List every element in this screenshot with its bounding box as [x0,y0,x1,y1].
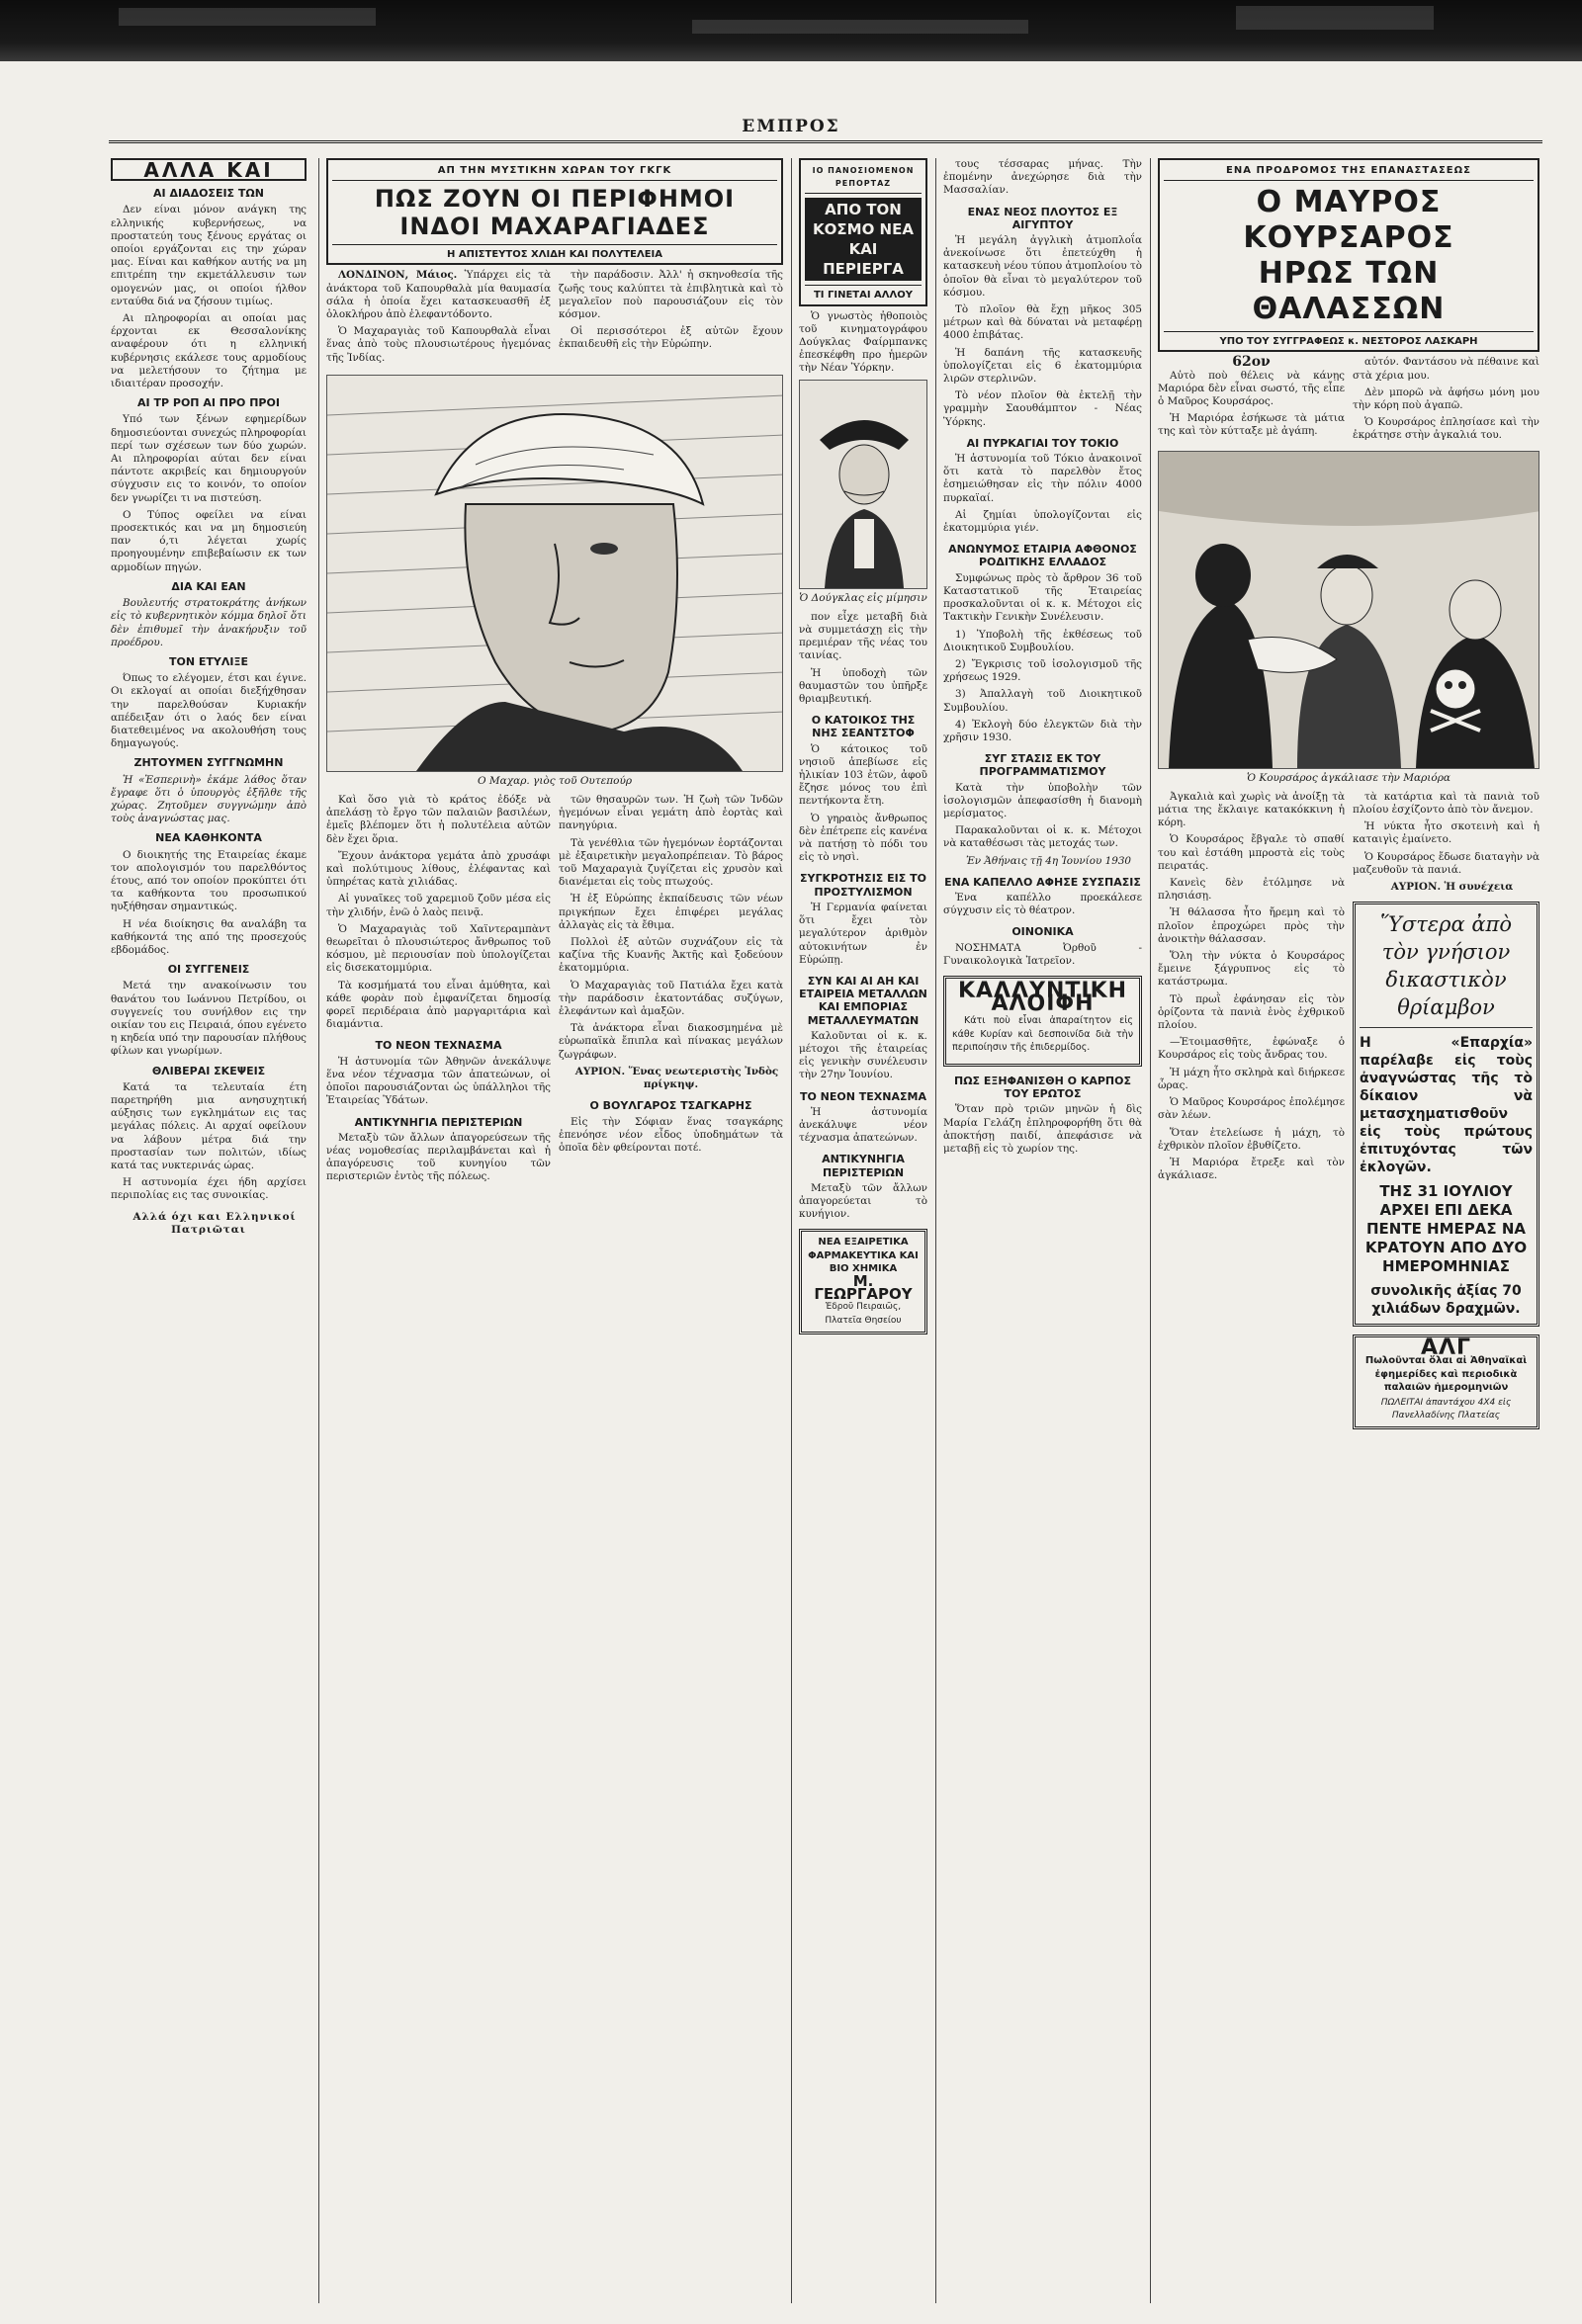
col4-signature: Ἐν Ἀθήναις τῇ 4η Ἰουνίου 1930 [965,854,1132,867]
col4-headline-f: ΠΩΣ ΕΞΗΦΑΝΙΣΘΗ Ο ΚΑΡΠΟΣ ΤΟΥ ΕΡΩΤΟΣ [954,1074,1131,1101]
col3-headline-b: ΣΥΓΚΡΟΤΗΣΙΣ ΕΙΣ ΤΟ ΠΡΟΣΤΥΛΙΣΜΟΝ [800,872,926,899]
column-1: ΑΛΛΑ ΚΑΙ ΑΙ ΔΙΑΔΟΣΕΙΣ ΤΩΝ Δεν είναι μόνον ανάγκη της ελληνικής κυβερνήσεως, να προστατεύη τους ξένους εργάτας οι οποίοι εργάζονται εις την χώραν μας. Είναι και καθήκον αυτής να μη επιτρέπη την εκμετάλλευσιν των ομογενών μας, οι οποίοι ήλθον ενταύθα διά να ζήσουν τιμίως. Αι πληροφορίαι αι οποίαι μας έρχονται εκ Θεσσαλονίκης αναφέρουν ότι η ελληνική κυβέρνησις εκάλεσε τους αρμοδίους να μελετήσουν το ζήτημα με ιδιαιτέραν προσοχήν. ΑΙ ΤΡ ΡΟΠ ΑΙ ΠΡΟ ΠΡΟΙ Υπό των ξένων εφημερίδων δημοσιεύονται συνεχώς πληροφορίαι περί των σχέσεων των δύο χωρών. Αι πληροφορίαι αύται δεν είναι πάντοτε ακριβείς και δημιουργούν σύγχυσιν εις το κοινόν, το οποίον δεν γνωρίζει τι να πιστεύση. Ο Τύπος οφείλει να είναι προσεκτικός και να μη δημοσιεύη παν ό,τι λέγεται χωρίς προηγουμένην επιβεβαίωσιν εκ των αρμοδίων πηγών. ΔΙΑ ΚΑΙ ΕΑΝ Βουλευτής στρατοκράτης ἀνήκων εἰς τὸ κυβερνητικὸν κόμμα δηλοῖ ὅτι δὲν ἐπιθυμεῖ τὴν ἀνακήρυξιν τοῦ προέδρου. ΤΟΝ ΕΤΥΛΙΞΕ Όπως το ελέγομεν, έτσι και έγινε. Οι εκλογαί αι οποίαι διεξήχθησαν την παρελθούσαν Κυριακήν απέδειξαν ότι ο λαός δεν είναι διατεθειμένος να ακολουθήση τους δημαγωγούς. ΖΗΤΟΥΜΕΝ ΣΥΓΓΝΩΜΗΝ Ἡ «Ἑσπερινὴ» ἐκάμε λάθος ὅταν ἔγραφε ὅτι ὁ ὑπουργὸς ἐξῆλθε τῆς χώρας. Ζητοῦμεν συγγνώμην ἀπὸ τοὺς ἀναγνώστας μας. ΝΕΑ ΚΑΘΗΚΟΝΤΑ Ο διοικητής της Εταιρείας έκαμε τον απολογισμόν του παρελθόντος έτους, από τον οποίον προκύπτει ότι τα καθήκοντα του προσωπικού ηυξήθησαν σημαντικώς. Η νέα διοίκησις θα αναλάβη τα καθήκοντά της από της προσεχούς εβδομάδος. ΟΙ ΣΥΓΓΕΝΕΙΣ Μετά την ανακοίνωσιν του θανάτου του Ιωάννου Πετρίδου, οι συγγενείς του συνήλθον εις την οικίαν του εις Πειραιά, όπου εγένετο η κηδεία υπό την παρουσίαν πλήθους φίλων και γνωρίμων. ΘΛΙΒΕΡΑΙ ΣΚΕΨΕΙΣ Κατά τα τελευταία έτη παρετηρήθη μια ανησυχητική αύξησις των εγκλημάτων εις τας μεγάλας πόλεις. Αι αρχαί οφείλουν να λάβουν μέτρα διά την προστασίαν των πολιτών, ιδίως κατά τας νυκτερινάς ώρας. Η αστυνομία έχει ήδη αρχίσει περιπολίας εις τας συνοικίας. Αλλά όχι και Ελληνικοί Πατριῶται [111,158,307,1236]
col5-promo-date: ΤΗΣ 31 ΙΟΥΛΙΟΥ ΑΡΧΕΙ ΕΠΙ ΔΕΚΑ ΠΕΝΤΕ ΗΜΕΡΑΣ ΝΑ ΚΡΑΤΟΥΝ ΑΠΟ ΔΥΟ ΗΜΕΡΟΜΗΝΙΑΣ [1364,1182,1528,1276]
col2-headline-b: ΑΝΤΙΚΥΝΗΓΙΑ ΠΕΡΙΣΤΕΡΙΩΝ [354,1115,523,1129]
col5-promo-end: συνολικῆς ἀξίας 70 χιλιάδων δραχμῶν. [1370,1283,1522,1318]
portrait-illustration [326,375,783,772]
col3-ad-title: ΝΕΑ ΕΞΑΙΡΕΤΙΚΑ ΦΑΡΜΑΚΕΥΤΙΚΑ ΚΑΙ ΒΙΟ ΧΗΜΙΚΑ [808,1237,919,1274]
col5-title-2: ΗΡΩΣ ΤΩΝ ΘΑΛΑΣΣΩΝ [1252,256,1446,327]
col2-title: ΠΩΣ ΖΟΥΝ ΟΙ ΠΕΡΙΦΗΜΟΙ ΙΝΔΟΙ ΜΑΧΑΡΑΓΙΑΔΕΣ [374,185,736,241]
col3-pharmacy-ad [799,1229,927,1334]
col1-headline-7: ΘΛΙΒΕΡΑΙ ΣΚΕΨΕΙΣ [151,1064,266,1077]
col5-promo-box [1353,902,1539,1327]
col2-caption: Ο Μαχαρ. γιὸς τοῦ Ουτεπούρ [477,774,633,787]
col1-headline-2: ΔΙΑ ΚΑΙ ΕΑΝ [171,579,246,593]
col1-headline-5: ΝΕΑ ΚΑΘΗΚΟΝΤΑ [155,831,262,845]
col4-headline-d: ΕΝΑ ΚΑΠΕΛΛΟ ΑΦΗΣΕ ΣΥΣΠΑΣΙΣ [944,875,1141,889]
column-3: ΙΟ ΠΑΝΟΣΙΟΜΕΝΟΝ ΡΕΠΟΡΤΑΖ ΑΠΟ ΤΟΝ ΚΟΣΜΟ ΝΕΑ ΚΑΙ ΠΕΡΙΕΡΓΑ ΤΙ ΓΙΝΕΤΑΙ ΑΛΛΟΥ Ὁ γνωστὸς ἠθοποιὸς τοῦ κινηματογράφου Δούγκλας Φαίρμπανκς ἐπεσκέφθη προ ἡμερῶν τὴν Νέαν Ὑόρκην. Ὁ Δούγκλας εἰς μίμησιν πον εἶχε μεταβῆ διὰ νὰ συμμετάσχῃ εἰς τὴν πρεμιέραν τῆς νέας του ταινίας. Ἡ ὑποδοχὴ τῶν θαυμαστῶν του ὑπῆρξε θριαμβευτική. Ο ΚΑΤΟΙΚΟΣ ΤΗΣ ΝΗΣ ΣΕΑΝΤΣΤΟΦ Ὁ κάτοικος τοῦ νησιοῦ ἀπεβίωσε εἰς ἡλικίαν 103 ἐτῶν, ἀφοῦ ἔζησε μόνος του ἐπὶ πεντήκοντα ἔτη. Ὁ γηραιὸς ἄνθρωπος δὲν ἐπέτρεπε εἰς κανένα νὰ πατήσῃ τὸ πόδι του εἰς τὸ νησὶ. ΣΥΓΚΡΟΤΗΣΙΣ ΕΙΣ ΤΟ ΠΡΟΣΤΥΛΙΣΜΟΝ Ἡ Γερμανία φαίνεται ὅτι ἔχει τὸν μεγαλύτερον ἀριθμὸν αὐτοκινήτων ἐν Εὐρώπῃ. ΣΥΝ ΚΑΙ ΑΙ ΑΗ ΚΑΙ ΕΤΑΙΡΕΙΑ ΜΕΤΑΛΛΩΝ ΚΑΙ ΕΜΠΟΡΙΑΣ ΜΕΤΑΛΛΕΥΜΑΤΩΝ Καλοῦνται οἱ κ. κ. μέτοχοι τῆς ἑταιρείας εἰς γενικὴν συνέλευσιν τὴν 27ην Ἰουνίου. ΤΟ ΝΕΟΝ ΤΕΧΝΑΣΜΑ Ἡ ἀστυνομία ἀνεκάλυψε νέον τέχνασμα ἀπατεώνων. ΑΝΤΙΚΥΝΗΓΙΑ ΠΕΡΙΣΤΕΡΙΩΝ Μεταξὺ τῶν ἄλλων ἀπαγορεύεται τὸ κυνήγιον. ΝΕΑ ΕΞΑΙΡΕΤΙΚΑ ΦΑΡΜΑΚΕΥΤΙΚΑ ΚΑΙ ΒΙΟ ΧΗΜΙΚΑ Μ. ΓΕΩΡΓΑΡΟΥ Ἐδροῦ Πειραιῶς, Πλατεῖα Θησείου [799,158,927,2303]
col5-continued: ΑΥΡΙΟΝ. Ἡ συνέχεια [1390,881,1514,894]
col1-subtitle: ΑΙ ΔΙΑΔΟΣΕΙΣ ΤΩΝ [153,187,264,201]
col4-ad-title: ΚΑΛΛΥΝΤΙΚΗ ΑΛΟΙΦΗ [957,978,1128,1017]
col5-subtitle: ΥΠΟ ΤΟΥ ΣΥΓΓΡΑΦΕΩΣ κ. ΝΕΣΤΟΡΟΣ ΛΑΣΚΑΡΗ [1164,331,1534,348]
col1-footer: Αλλά όχι και Ελληνικοί Πατριῶται [132,1210,297,1236]
newspaper-name: ΕΜΠΡΟΣ [742,117,840,136]
col1-headline-3: ΤΟΝ ΕΤΥΛΙΞΕ [169,654,248,668]
col4-headline-e: ΟΙΝΟΝΙΚΑ [1011,925,1074,939]
col2-subtitle: Η ΑΠΙΣΤΕΥΤΟΣ ΧΛΙΔΗ ΚΑΙ ΠΟΛΥΤΕΛΕΙΑ [332,244,777,261]
col1-title: ΑΛΛΑ ΚΑΙ [111,158,307,181]
col4-headline-b: ΑΝΩΝΥΜΟΣ ΕΤΑΙΡΙΑ ΑΦΘΟΝΟΣ ΡΟΔΙΤΙΚΗΣ ΕΛΛΑΔΟΣ [948,543,1137,569]
col1-headline-1: ΑΙ ΤΡ ΡΟΠ ΑΙ ΠΡΟ ΠΡΟΙ [137,396,280,410]
col5-promo-body: Η «Επαρχία» παρέλαβε εἰς τοὺς ἀναγνώστας τῆς τὸ δίκαιον νὰ μετασχηματισθοῦν εἰς τοὺς πρώτους ἐπιτυχόντας τῶν ἐκλογῶν. [1360,1035,1533,1176]
col3-kicker: ΙΟ ΠΑΝΟΣΙΟΜΕΝΟΝ ΡΕΠΟΡΤΑΖ [805,164,922,194]
col5-newspaper-ad [1353,1334,1539,1429]
col1-headline-4: ΖΗΤΟΥΜΕΝ ΣΥΓΓΝΩΜΗΝ [133,756,284,770]
col2-kicker: ΑΠ ΤΗΝ ΜΥΣΤΙΚΗΝ ΧΩΡΑΝ ΤΟΥ ΓΚΓΚ [332,164,777,181]
col4-headline-c: ΣΥΓ ΣΤΑΣΙΣ ΕΚ ΤΟΥ ΠΡΟΓΡΑΜΜΑΤΙΣΜΟΥ [979,752,1106,779]
scan-black-border [0,0,1582,61]
masthead [0,117,1582,146]
col5-promo-heading: Ὕστερα ἀπὸ τὸν γνήσιον δικαστικὸν θρίαμβον [1380,912,1512,1020]
col3-caption: Ὁ Δούγκλας εἰς μίμησιν [799,591,927,604]
col2-continued: ΑΥΡΙΟΝ. Ἕνας νεωτεριστὴς Ἰνδὸς πρίγκηψ. [574,1065,779,1091]
col3-title: ΑΠΟ ΤΟΝ ΚΟΣΜΟ ΝΕΑ ΚΑΙ ΠΕΡΙΕΡΓΑ [805,198,922,281]
column-4: τους τέσσαρας μήνας. Τὴν ἐπομένην ἀνεχώρησε διὰ τὴν Μασσαλίαν. ΕΝΑΣ ΝΕΟΣ ΠΛΟΥΤΟΣ ΕΞ ΑΙΓΥΠΤΟΥ Ἡ μεγάλη ἀγγλικὴ ἀτμοπλοΐα ἀνεκοίνωσε ὅτι ἐπετεύχθη ἡ κατασκευὴ νέου τύπου ἀτμοπλοίου τὸ ὁποῖον θὰ εἶναι τὸ μεγαλύτερον τοῦ κόσμου. Τὸ πλοῖον θὰ ἔχῃ μῆκος 305 μέτρων καὶ θὰ δύναται νὰ μεταφέρῃ 4000 ἐπιβάτας. Ἡ δαπάνη τῆς κατασκευῆς ὑπολογίζεται εἰς 6 ἑκατομμύρια λιρῶν στερλινῶν. Τὸ νέον πλοῖον θὰ ἐκτελῇ τὴν γραμμὴν Σαουθάμπτον - Νέας Ὑόρκης. ΑΙ ΠΥΡΚΑΓΙΑΙ ΤΟΥ ΤΟΚΙΟ Ἡ ἀστυνομία τοῦ Τόκιο ἀνακοινοῖ ὅτι κατὰ τὸ παρελθὸν ἔτος ἐσημειώθησαν εἰς τὴν πόλιν 4000 πυρκαϊαί. Αἱ ζημίαι ὑπολογίζονται εἰς ἑκατομμύρια γιέν. ΑΝΩΝΥΜΟΣ ΕΤΑΙΡΙΑ ΑΦΘΟΝΟΣ ΡΟΔΙΤΙΚΗΣ ΕΛΛΑΔΟΣ Συμφώνως πρὸς τὸ ἄρθρον 36 τοῦ Καταστατικοῦ τῆς Ἑταιρείας προσκαλοῦνται οἱ κ. κ. Μέτοχοι εἰς Τακτικὴν Γενικὴν Συνέλευσιν. 1) Ὑποβολὴ τῆς ἐκθέσεως τοῦ Διοικητικοῦ Συμβουλίου. 2) Ἔγκρισις τοῦ ἰσολογισμοῦ τῆς χρήσεως 1929. 3) Ἀπαλλαγὴ τοῦ Διοικητικοῦ Συμβουλίου. 4) Ἐκλογὴ δύο ἐλεγκτῶν διὰ τὴν χρῆσιν 1930. ΣΥΓ ΣΤΑΣΙΣ ΕΚ ΤΟΥ ΠΡΟΓΡΑΜΜΑΤΙΣΜΟΥ Κατὰ τὴν ὑποβολὴν τῶν ἰσολογισμῶν ἀπεφασίσθη ἡ διανομὴ μερίσματος. Παρακαλοῦνται οἱ κ. κ. Μέτοχοι νὰ καταθέσωσι τὰς μετοχάς των. Ἐν Ἀθήναις τῇ 4η Ἰουνίου 1930 ΕΝΑ ΚΑΠΕΛΛΟ ΑΦΗΣΕ ΣΥΣΠΑΣΙΣ Ἐνα καπέλλο προεκάλεσε σύγχυσιν εἰς τὸ θέατρον. ΟΙΝΟΝΙΚΑ ΝΟΣΗΜΑΤΑ Ὀρθοῦ - Γυναικολογικὰ Ἰατρεῖον. ΚΑΛΛΥΝΤΙΚΗ ΑΛΟΙΦΗ Κάτι ποὺ εἶναι ἀπαραίτητον εἰς κάθε Κυρίαν καὶ δεσποινίδα διὰ τὴν περιποίησιν τῆς ἐπιδερμίδος. ΠΩΣ ΕΞΗΦΑΝΙΣΘΗ Ο ΚΑΡΠΟΣ ΤΟΥ ΕΡΩΤΟΣ Ὅταν πρὸ τριῶν μηνῶν ἡ δὶς Μαρία Γελάζη ἐπληροφορήθη ὅτι θὰ ἀποκτήσῃ παιδί, ἀπεφάσισε νὰ μεταβῇ εἰς τὸ χωρίον της. [943,158,1142,1155]
col2-dateline: ΛΟΝΔΙΝΟΝ, Μάιος. [338,269,458,282]
col5-kicker: ΕΝΑ ΠΡΟΔΡΟΜΟΣ ΤΗΣ ΕΠΑΝΑΣΤΑΣΕΩΣ [1164,164,1534,181]
col5-caption: Ὁ Κουρσάρος ἀγκάλιασε τὴν Μαριόρα [1247,771,1450,784]
col4-ointment-ad: ΚΑΛΛΥΝΤΙΚΗ ΑΛΟΙΦΗ Κάτι ποὺ εἶναι ἀπαραίτητον εἰς κάθε Κυρίαν καὶ δεσποινίδα διὰ τὴν περιποίησιν τῆς ἐπιδερμίδος. [943,976,1142,1067]
col5-ad-address: ΠΩΛΕΙΤΑΙ ἀπαντάχου 4Χ4 εἰς Πανελλαδίνης Πλατείας [1380,1398,1512,1421]
col3-ad-address: Ἐδροῦ Πειραιῶς, Πλατεῖα Θησείου [825,1302,902,1326]
col2-headline-a: ΤΟ ΝΕΟΝ ΤΕΧΝΑΣΜΑ [375,1039,502,1053]
col4-headline-top: ΕΝΑΣ ΝΕΟΣ ΠΛΟΥΤΟΣ ΕΞ ΑΙΓΥΠΤΟΥ [967,205,1118,231]
col5-ad-text: Πωλοῦνται ὅλαι αἱ Ἀθηναϊκαὶ ἐφημερίδες καὶ περιοδικὰ παλαιῶν ἡμερομηνιῶν [1364,1355,1528,1393]
column-2: ΑΠ ΤΗΝ ΜΥΣΤΙΚΗΝ ΧΩΡΑΝ ΤΟΥ ΓΚΓΚ ΠΩΣ ΖΟΥΝ ΟΙ ΠΕΡΙΦΗΜΟΙ ΙΝΔΟΙ ΜΑΧΑΡΑΓΙΑΔΕΣ Η ΑΠΙΣΤΕΥΤΟΣ ΧΛΙΔΗ ΚΑΙ ΠΟΛΥΤΕΛΕΙΑ ΛΟΝΔΙΝΟΝ, Μάιος. Ὑπάρχει εἰς τὰ ἀνάκτορα τοῦ Καπουρθαλὰ μία θαυμασία σάλα ἡ ὁποία ἔχει κατασκευασθῆ ἐξ ὁλοκλήρου ἀπὸ ἐλεφαντόδοντο. Ὁ Μαχαραγιὰς τοῦ Καπουρθαλὰ εἶναι ἕνας ἀπὸ τοὺς πλουσιωτέρους ἡγεμόνας τῆς Ἰνδίας. τὴν παράδοσιν. Ἀλλ' ἡ σκηνοθεσία τῆς ζωῆς τους καλύπτει τὰ ἐπιβλητικὰ καὶ τὸ μεγαλεῖον ποὺ παρουσιάζουν εἰς τὸν κόσμον. Οἱ περισσότεροι ἐξ αὐτῶν ἔχουν ἐκπαιδευθῆ εἰς τὴν Εὐρώπην. Ο Μαχαρ. γιὸς τοῦ Ουτεπούρ Καὶ ὅσο γιὰ τὸ κράτος ἐδόξε νὰ ἀπελάσῃ τὸ ἔργο τῶν παλαιῶν βασιλέων, ἐμεῖς βλέπομεν ὅτι ἡ πολυτέλεια αὐτῶν δὲν ἔχει ὅρια. Ἔχουν ἀνάκτορα γεμάτα ἀπὸ χρυσάφι καὶ πολύτιμους λίθους, ἐλέφαντας καὶ ὑπηρέτας κατὰ χιλιάδας. Αἱ γυναῖκες τοῦ χαρεμιοῦ ζοῦν μέσα εἰς τὴν χλιδήν, ἐνῶ ὁ λαὸς πεινᾷ. Ὁ Μαχαραγιὰς τοῦ Χαϊντεραμπὰντ θεωρεῖται ὁ πλουσιώτερος ἄνθρωπος τοῦ κόσμου, μὲ περιουσίαν ποὺ ὑπολογίζεται εἰς δισεκατομμύρια. Τὰ κοσμήματά του εἶναι ἀμύθητα, καὶ κάθε φορὰν ποὺ ἐμφανίζεται δημοσίᾳ φορεῖ περιδέραια ἀπὸ μαργαριτάρια καὶ διαμάντια. ΤΟ ΝΕΟΝ ΤΕΧΝΑΣΜΑ Ἡ ἀστυνομία τῶν Ἀθηνῶν ἀνεκάλυψε ἕνα νέον τέχνασμα τῶν ἀπατεώνων, οἱ ὁποῖοι παρουσιάζονται ὡς ὑπάλληλοι τῆς Ἑταιρείας Ὑδάτων. ΑΝΤΙΚΥΝΗΓΙΑ ΠΕΡΙΣΤΕΡΙΩΝ Μεταξὺ τῶν ἄλλων ἀπαγορεύσεων τῆς νέας νομοθεσίας περιλαμβάνεται καὶ ἡ ἀπαγόρευσις τοῦ κυνηγίου τῶν περιστεριῶν ἐντὸς τῆς πόλεως. τῶν θησαυρῶν των. Ἡ ζωὴ τῶν Ἰνδῶν ἡγεμόνων εἶναι γεμάτη ἀπὸ ἑορτὰς καὶ πανηγύρια. Τὰ γενέθλια τῶν ἡγεμόνων ἑορτάζονται μὲ ἐξαιρετικὴν μεγαλοπρέπειαν. Τὸ βάρος τοῦ Μαχαραγιὰ ζυγίζεται εἰς χρυσὸν καὶ διανέμεται εἰς τοὺς πτωχούς. Ἡ ἐξ Εὐρώπης ἐκπαίδευσις τῶν νέων πριγκήπων ἔχει ἐπιφέρει μεγάλας ἀλλαγὰς εἰς τὰ ἔθιμα. Πολλοὶ ἐξ αὐτῶν συχνάζουν εἰς τὰ καζίνα τῆς Κυανῆς Ἀκτῆς καὶ ξοδεύουν ἑκατομμύρια. Ὁ Μαχαραγιὰς τοῦ Πατιάλα ἔχει κατὰ τὴν παράδοσιν ἑκατοντάδας συζύγων, ἐλεφάντων καὶ ἁμαξῶν. Τὰ ἀνάκτορα εἶναι διακοσμημένα μὲ εὐρωπαϊκὰ ἔπιπλα καὶ πίνακας μεγάλων ζωγράφων. ΑΥΡΙΟΝ. Ἕνας νεωτεριστὴς Ἰνδὸς πρίγκηψ. Ο ΒΟΥΛΓΑΡΟΣ ΤΣΑΓΚΑΡΗΣ Εἰς τὴν Σόφιαν ἕνας τσαγκάρης ἐπενόησε νέον εἶδος ὑποδημάτων τὰ ὁποῖα δὲν φθείρονται ποτέ. [326,158,783,2303]
col1-headline-6: ΟΙ ΣΥΓΓΕΝΕΙΣ [167,963,250,977]
col3-ad-name: Μ. ΓΕΩΡΓΑΡΟΥ [814,1271,913,1304]
col5-episode: 62ον [1232,354,1271,371]
col3-subtitle: ΤΙ ΓΙΝΕΤΑΙ ΑΛΛΟΥ [805,285,922,301]
col3-headline-e: ΑΝΤΙΚΥΝΗΓΙΑ ΠΕΡΙΣΤΕΡΙΩΝ [822,1153,905,1179]
pirate-scene-illustration [1158,451,1539,769]
col4-headline-a: ΑΙ ΠΥΡΚΑΓΙΑΙ ΤΟΥ ΤΟΚΙΟ [966,436,1119,450]
col5-title-1: Ο ΜΑΥΡΟΣ ΚΟΥΡΣΑΡΟΣ [1243,185,1454,256]
col5-ad-title: ΑΛΓ [1420,1335,1472,1361]
col3-headline-d: ΤΟ ΝΕΟΝ ΤΕΧΝΑΣΜΑ [800,1089,926,1103]
column-5: ΕΝΑ ΠΡΟΔΡΟΜΟΣ ΤΗΣ ΕΠΑΝΑΣΤΑΣΕΩΣ Ο ΜΑΥΡΟΣ ΚΟΥΡΣΑΡΟΣ ΗΡΩΣ ΤΩΝ ΘΑΛΑΣΣΩΝ ΥΠΟ ΤΟΥ ΣΥΓΓΡΑΦΕΩΣ κ. ΝΕΣΤΟΡΟΣ ΛΑΣΚΑΡΗ 62ον Αὐτὸ ποὺ θέλεις νὰ κάνῃς Μαριόρα δὲν εἶναι σωστό, τῆς εἶπε ὁ Μαῦρος Κουρσάρος. Ἡ Μαριόρα ἐσήκωσε τὰ μάτια της καὶ τὸν κύτταξε μὲ ἀγάπη. αὐτόν. Φαντάσου νὰ πέθαινε καὶ στὰ χέρια μου. Δὲν μπορῶ νὰ ἀφήσω μόνη μου τὴν κόρη ποὺ ἀγαπῶ. Ὁ Κουρσάρος ἐπλησίασε καὶ τὴν ἐκράτησε στὴν ἀγκαλιά του. Ὁ Κουρσάρος ἀγκάλιασε τὴν Μαριόρα Ἀγκαλιὰ καὶ χωρὶς νὰ ἀνοίξῃ τὰ μάτια της ἔκλαιγε κατακόκκινη ἡ κόρη. Ὁ Κουρσάρος ἔβγαλε τὸ σπαθί του καὶ ἐστάθη μπροστὰ εἰς τοὺς πειρατάς. Κανεὶς δὲν ἐτόλμησε νὰ πλησιάσῃ. Ἡ θάλασσα ἦτο ἤρεμη καὶ τὸ πλοῖον ἐπροχώρει πρὸς τὴν ἀνοικτὴν θάλασσαν. Ὅλη τὴν νύκτα ὁ Κουρσάρος ἔμεινε ξάγρυπνος εἰς τὸ κατάστρωμα. Τὸ πρωῒ ἐφάνησαν εἰς τὸν ὁρίζοντα τὰ πανιὰ ἑνὸς ἐχθρικοῦ πλοίου. —Ἑτοιμασθῆτε, ἐφώναξε ὁ Κουρσάρος εἰς τοὺς ἄνδρας του. Ἡ μάχη ἦτο σκληρὰ καὶ διήρκεσε ὧρας. Ὁ Μαῦρος Κουρσάρος ἐπολέμησε σὰν λέων. Ὅταν ἐτελείωσε ἡ μάχη, τὸ ἐχθρικὸν πλοῖον ἐβυθίζετο. Ἡ Μαριόρα ἔτρεξε καὶ τὸν ἀγκάλιασε. τὰ κατάρτια καὶ τὰ πανιὰ τοῦ πλοίου ἐσχίζοντο ἀπὸ τὸν ἄνεμον. Ἡ νύκτα ἦτο σκοτεινὴ καὶ ἡ καταιγὶς ἐμαίνετο. Ὁ Κουρσάρος ἔδωσε διαταγὴν νὰ μαζευθοῦν τὰ πανιά. ΑΥΡΙΟΝ. Ἡ συνέχεια Ὕστερα ἀπὸ τὸν γνήσιον δικαστικὸν θρίαμβον Η «Επαρχία» παρέλαβε εἰς τοὺς ἀναγνώστας τῆς τὸ δίκαιον νὰ μετασχηματισθοῦν εἰς τοὺς πρώτους ἐπιτυχόντας τῶν ἐκλογῶν. ΤΗΣ 31 ΙΟΥΛΙΟΥ ΑΡΧΕΙ ΕΠΙ ΔΕΚΑ ΠΕΝΤΕ ΗΜΕΡΑΣ ΝΑ ΚΡΑΤΟΥΝ ΑΠΟ ΔΥΟ ΗΜΕΡΟΜΗΝΙΑΣ συνολικῆς ἀξίας 70 χιλιάδων δραχμῶν. ΑΛΓ Πωλοῦνται ὅλαι αἱ Ἀθηναϊκαὶ ἐφημερίδες καὶ περιοδικὰ παλαιῶν ἡμερομηνιῶν ΠΩΛΕΙΤΑΙ ἀπαντάχου 4Χ4 εἰς Πανελλαδίνης Πλατείας [1158,158,1539,2303]
col3-headline-c: ΣΥΝ ΚΑΙ ΑΙ ΑΗ ΚΑΙ ΕΤΑΙΡΕΙΑ ΜΕΤΑΛΛΩΝ ΚΑΙ ΕΜΠΟΡΙΑΣ ΜΕΤΑΛΛΕΥΜΑΤΩΝ [799,974,927,1027]
col2-headline-c: Ο ΒΟΥΛΓΑΡΟΣ ΤΣΑΓΚΑΡΗΣ [589,1099,752,1113]
col3-headline-a: Ο ΚΑΤΟΙΚΟΣ ΤΗΣ ΝΗΣ ΣΕΑΝΤΣΤΟΦ [811,714,916,740]
actor-illustration [799,380,927,589]
